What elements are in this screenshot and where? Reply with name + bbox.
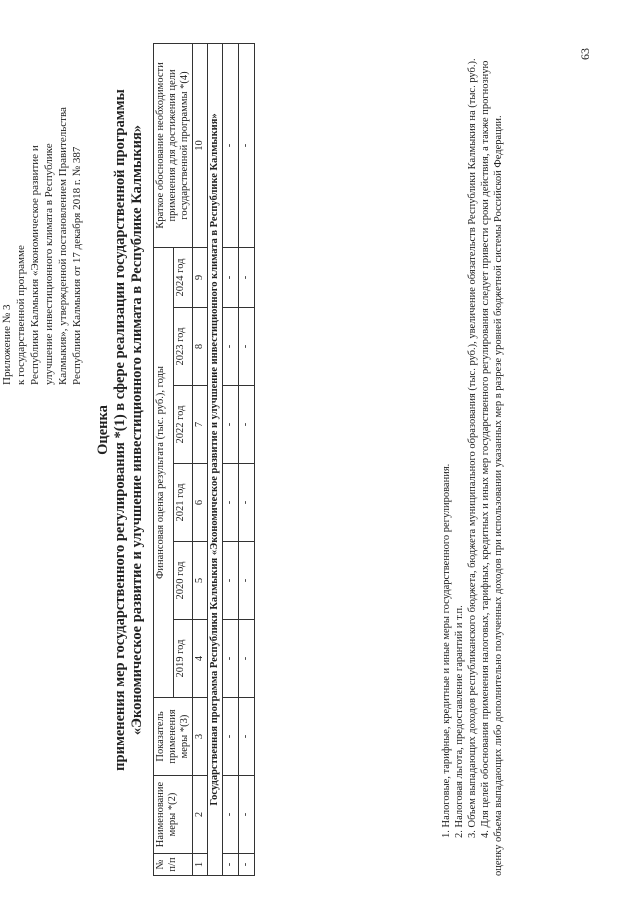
header-row [154,43,174,875]
header-year: 2024 год [173,247,193,307]
table-cell: - [223,247,239,307]
program-title: Государственная программа Республики Калмыкия «Экономическое развитие и улучшение инвестиционного климата в Республике Калмыкия» [208,43,223,875]
table-cell: - [223,776,239,854]
table-cell: - [223,854,239,876]
table-row [223,43,239,875]
table-cell: - [239,776,255,854]
column-number: 4 [193,620,208,698]
header-number: № п/п [154,854,193,876]
column-number: 9 [193,247,208,307]
column-number: 8 [193,308,208,386]
header-year: 2022 год [173,386,193,464]
appendix-line: Республики Калмыкия от 17 декабря 2018 г. № 387 [71,146,83,385]
table-cell: - [223,698,239,776]
footnote-1: 1. Налоговые, тарифные, кредитные и иные меры государственного регулирования. [441,463,452,838]
header-financial: Финансовая оценка результата (тыс. руб.), годы [154,247,174,697]
table-cell: - [239,386,255,464]
column-number: 5 [193,542,208,620]
column-number: 2 [193,776,208,854]
appendix-line: Калмыкия», утвержденной постановлением Правительства [57,107,69,385]
title-line-2: применения мер государственного регулирования *(1) в сфере реализации государственной программы [112,89,128,771]
header-year: 2023 год [173,308,193,386]
table-cell: - [239,308,255,386]
table-cell: - [239,464,255,542]
title-line-1: Оценка [95,405,111,455]
program-row [208,43,223,875]
column-number: 3 [193,698,208,776]
column-number-row [193,43,208,875]
table-cell: - [239,43,255,247]
appendix-header [0,30,84,385]
column-number: 6 [193,464,208,542]
appendix-line: к государственной программе [15,245,27,385]
header-name: Наименование меры *(2) [154,776,193,854]
table-cell: - [223,542,239,620]
footnote-2: 2. Налоговая льгота, предоставление гарантий и т.п. [454,605,465,838]
appendix-line: улучшение инвестиционного климата в Республике [43,143,55,385]
document-title [95,30,146,830]
header-year: 2019 год [173,620,193,698]
table-cell: - [239,698,255,776]
column-number: 7 [193,386,208,464]
header-indicator: Показатель применения меры *(3) [154,698,193,776]
table-cell: - [223,386,239,464]
table-row [239,43,255,875]
appendix-line: Приложение № 3 [1,304,13,385]
table-cell: - [223,464,239,542]
table-cell: - [223,43,239,247]
footnote-3: 3. Объем выпадающих доходов республиканского бюджета, бюджета муниципального образования (тыс. руб.), увеличение обязательств Республики Калмыкия на (тыс. руб.). [467,58,478,838]
footnote-4: 4. Для целей обоснования применения налоговых, тарифных, кредитных и иных мер государственного регулирования следует привести сроки действия, а также прогнозную оценку объема выпадающих либо дополнительно полученных доходов при использовании указанных мер в разрезе уровней бюджетной системы Российской Федерации. [480,60,504,876]
regulation-table [153,43,255,876]
column-number: 10 [193,43,208,247]
appendix-line: Республики Калмыкия «Экономическое развитие и [29,145,41,385]
table-cell: - [223,308,239,386]
table-cell: - [223,620,239,698]
page-number: 63 [578,48,592,60]
table-cell: - [239,620,255,698]
header-justification: Краткое обоснование необходимости применения для достижения цели государственной программы *(4) [154,43,193,247]
title-line-3: «Экономическое развитие и улучшение инвестиционного климата в Республике Калмыкия» [129,124,145,736]
document-page [0,30,620,890]
column-number: 1 [193,854,208,876]
table-cell: - [239,542,255,620]
table-cell: - [239,854,255,876]
header-year: 2020 год [173,542,193,620]
table-cell: - [239,247,255,307]
header-year: 2021 год [173,464,193,542]
footnotes [440,44,505,876]
